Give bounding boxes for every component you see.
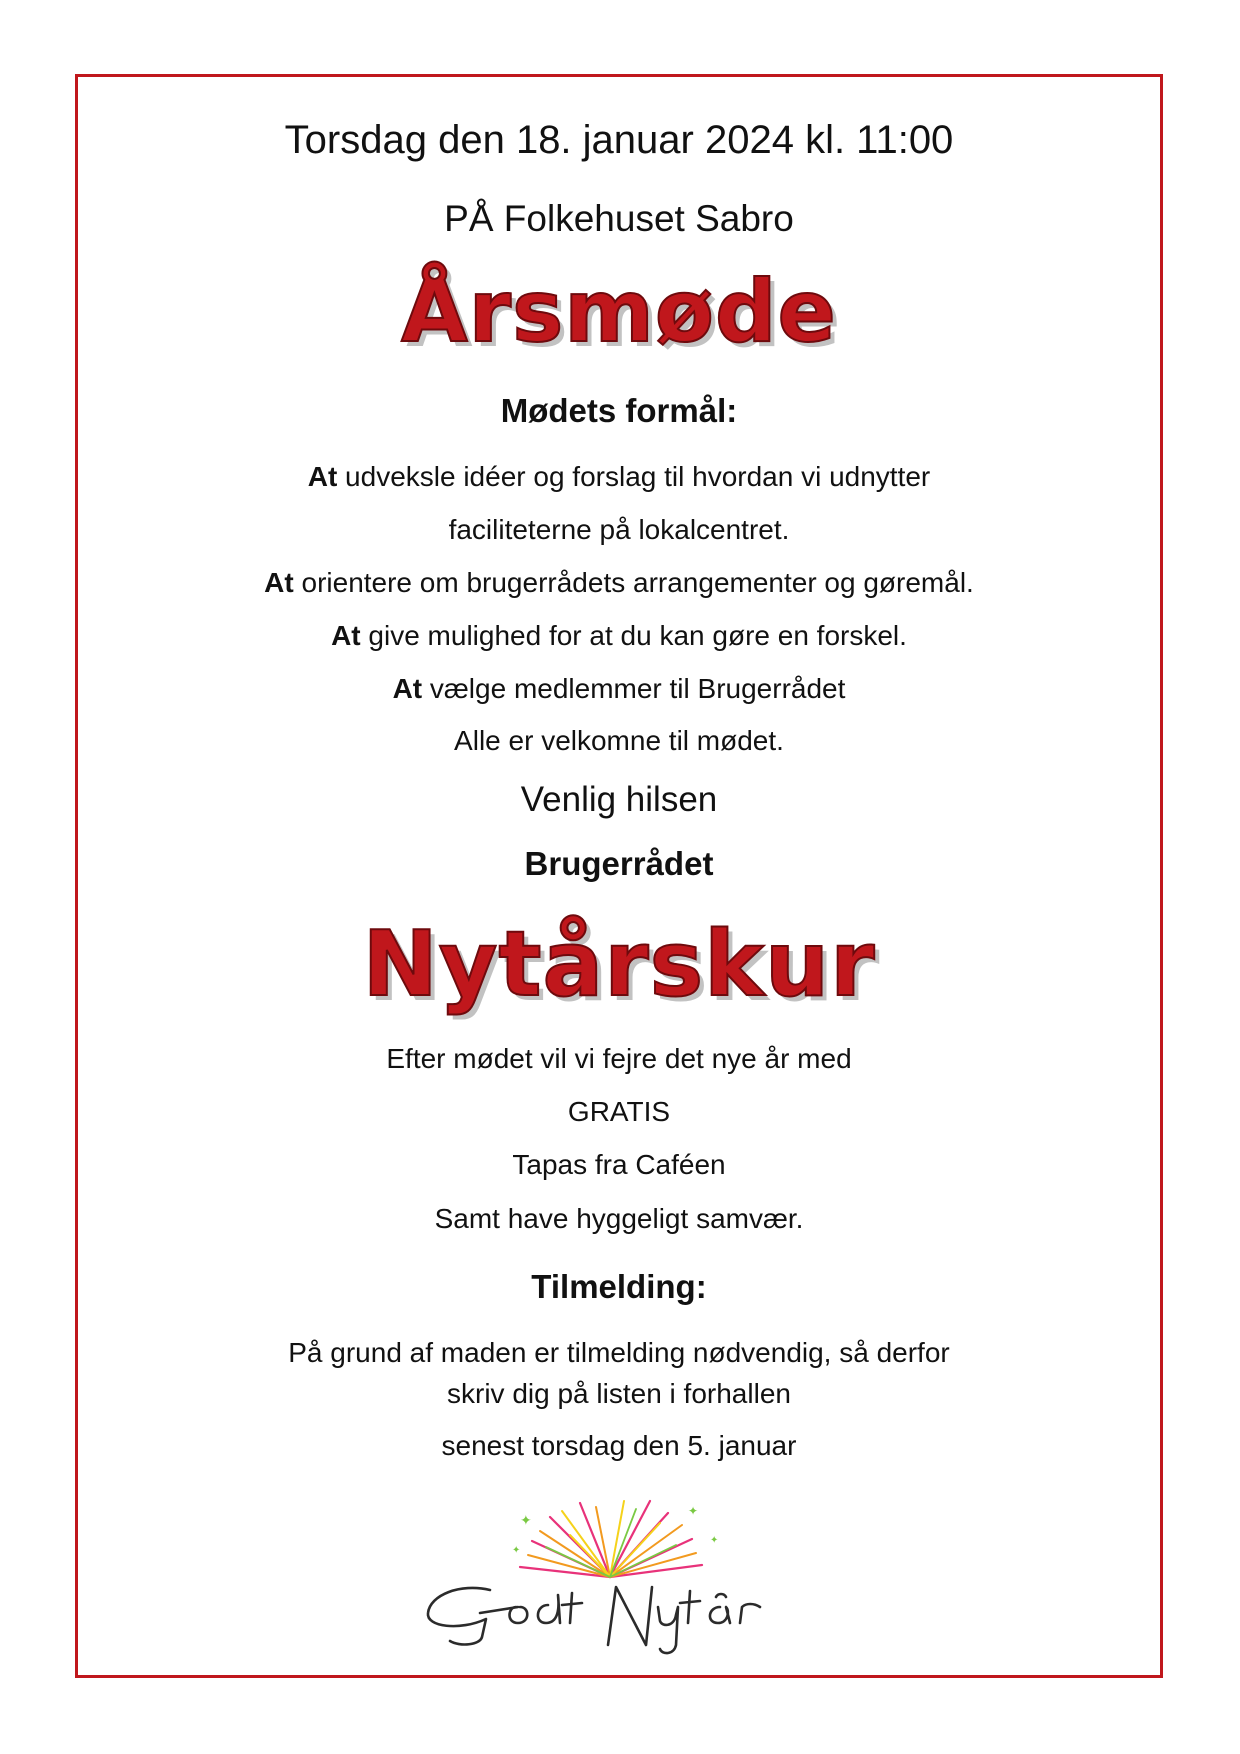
purpose-item [75,567,1163,599]
purpose-item [75,725,1163,757]
purpose-item-text: udveksle idéer og forslag til hvordan vi udnytter [337,461,931,492]
event-date: Torsdag den 18. januar 2024 kl. 11:00 [284,118,954,162]
purpose-item-lead: At [264,567,294,598]
registration-heading: Tilmelding: [531,1268,707,1305]
godt-nytaar-logo [420,1495,800,1670]
purpose-item-text: faciliteterne på lokalcentret. [448,514,790,545]
purpose-heading: Mødets formål: [500,392,738,429]
svg-text:✦: ✦ [520,1512,532,1528]
party-line: Tapas fra Caféen [512,1149,726,1180]
purpose-item [75,461,1163,493]
svg-text:✦: ✦ [710,1535,719,1546]
registration-line: senest torsdag den 5. januar [441,1430,797,1461]
svg-text:✦: ✦ [512,1545,521,1556]
event-title: Årsmøde [401,262,837,362]
registration-line: På grund af maden er tilmelding nødvendig, så derfor [288,1337,950,1368]
party-line: Samt have hyggeligt samvær. [434,1203,804,1234]
purpose-item-text: orientere om brugerrådets arrangementer og gøremål. [293,567,974,598]
party-line: GRATIS [567,1096,671,1127]
purpose-item-lead: At [307,461,338,492]
purpose-item-lead: At [331,620,361,651]
signature: Brugerrådet [524,845,714,882]
godt-nytaar-script [428,1587,760,1653]
fireworks-icon [512,1501,718,1577]
party-line: Efter mødet vil vi fejre det nye år med [386,1043,852,1074]
purpose-item-text: vælge medlemmer til Brugerrådet [422,673,846,704]
purpose-item [75,620,1163,652]
purpose-item-text: give mulighed for at du kan gøre en forskel. [360,620,907,651]
registration-line: skriv dig på listen i forhallen [447,1378,791,1409]
greeting: Venlig hilsen [520,780,718,819]
event-venue: PÅ Folkehuset Sabro [444,198,794,239]
purpose-item [75,673,1163,705]
purpose-item [75,514,1163,546]
purpose-item-text: Alle er velkomne til mødet. [454,725,784,756]
purpose-item-lead: At [392,673,423,704]
svg-text:✦: ✦ [688,1504,699,1518]
party-title: Nytårskur [362,912,876,1017]
